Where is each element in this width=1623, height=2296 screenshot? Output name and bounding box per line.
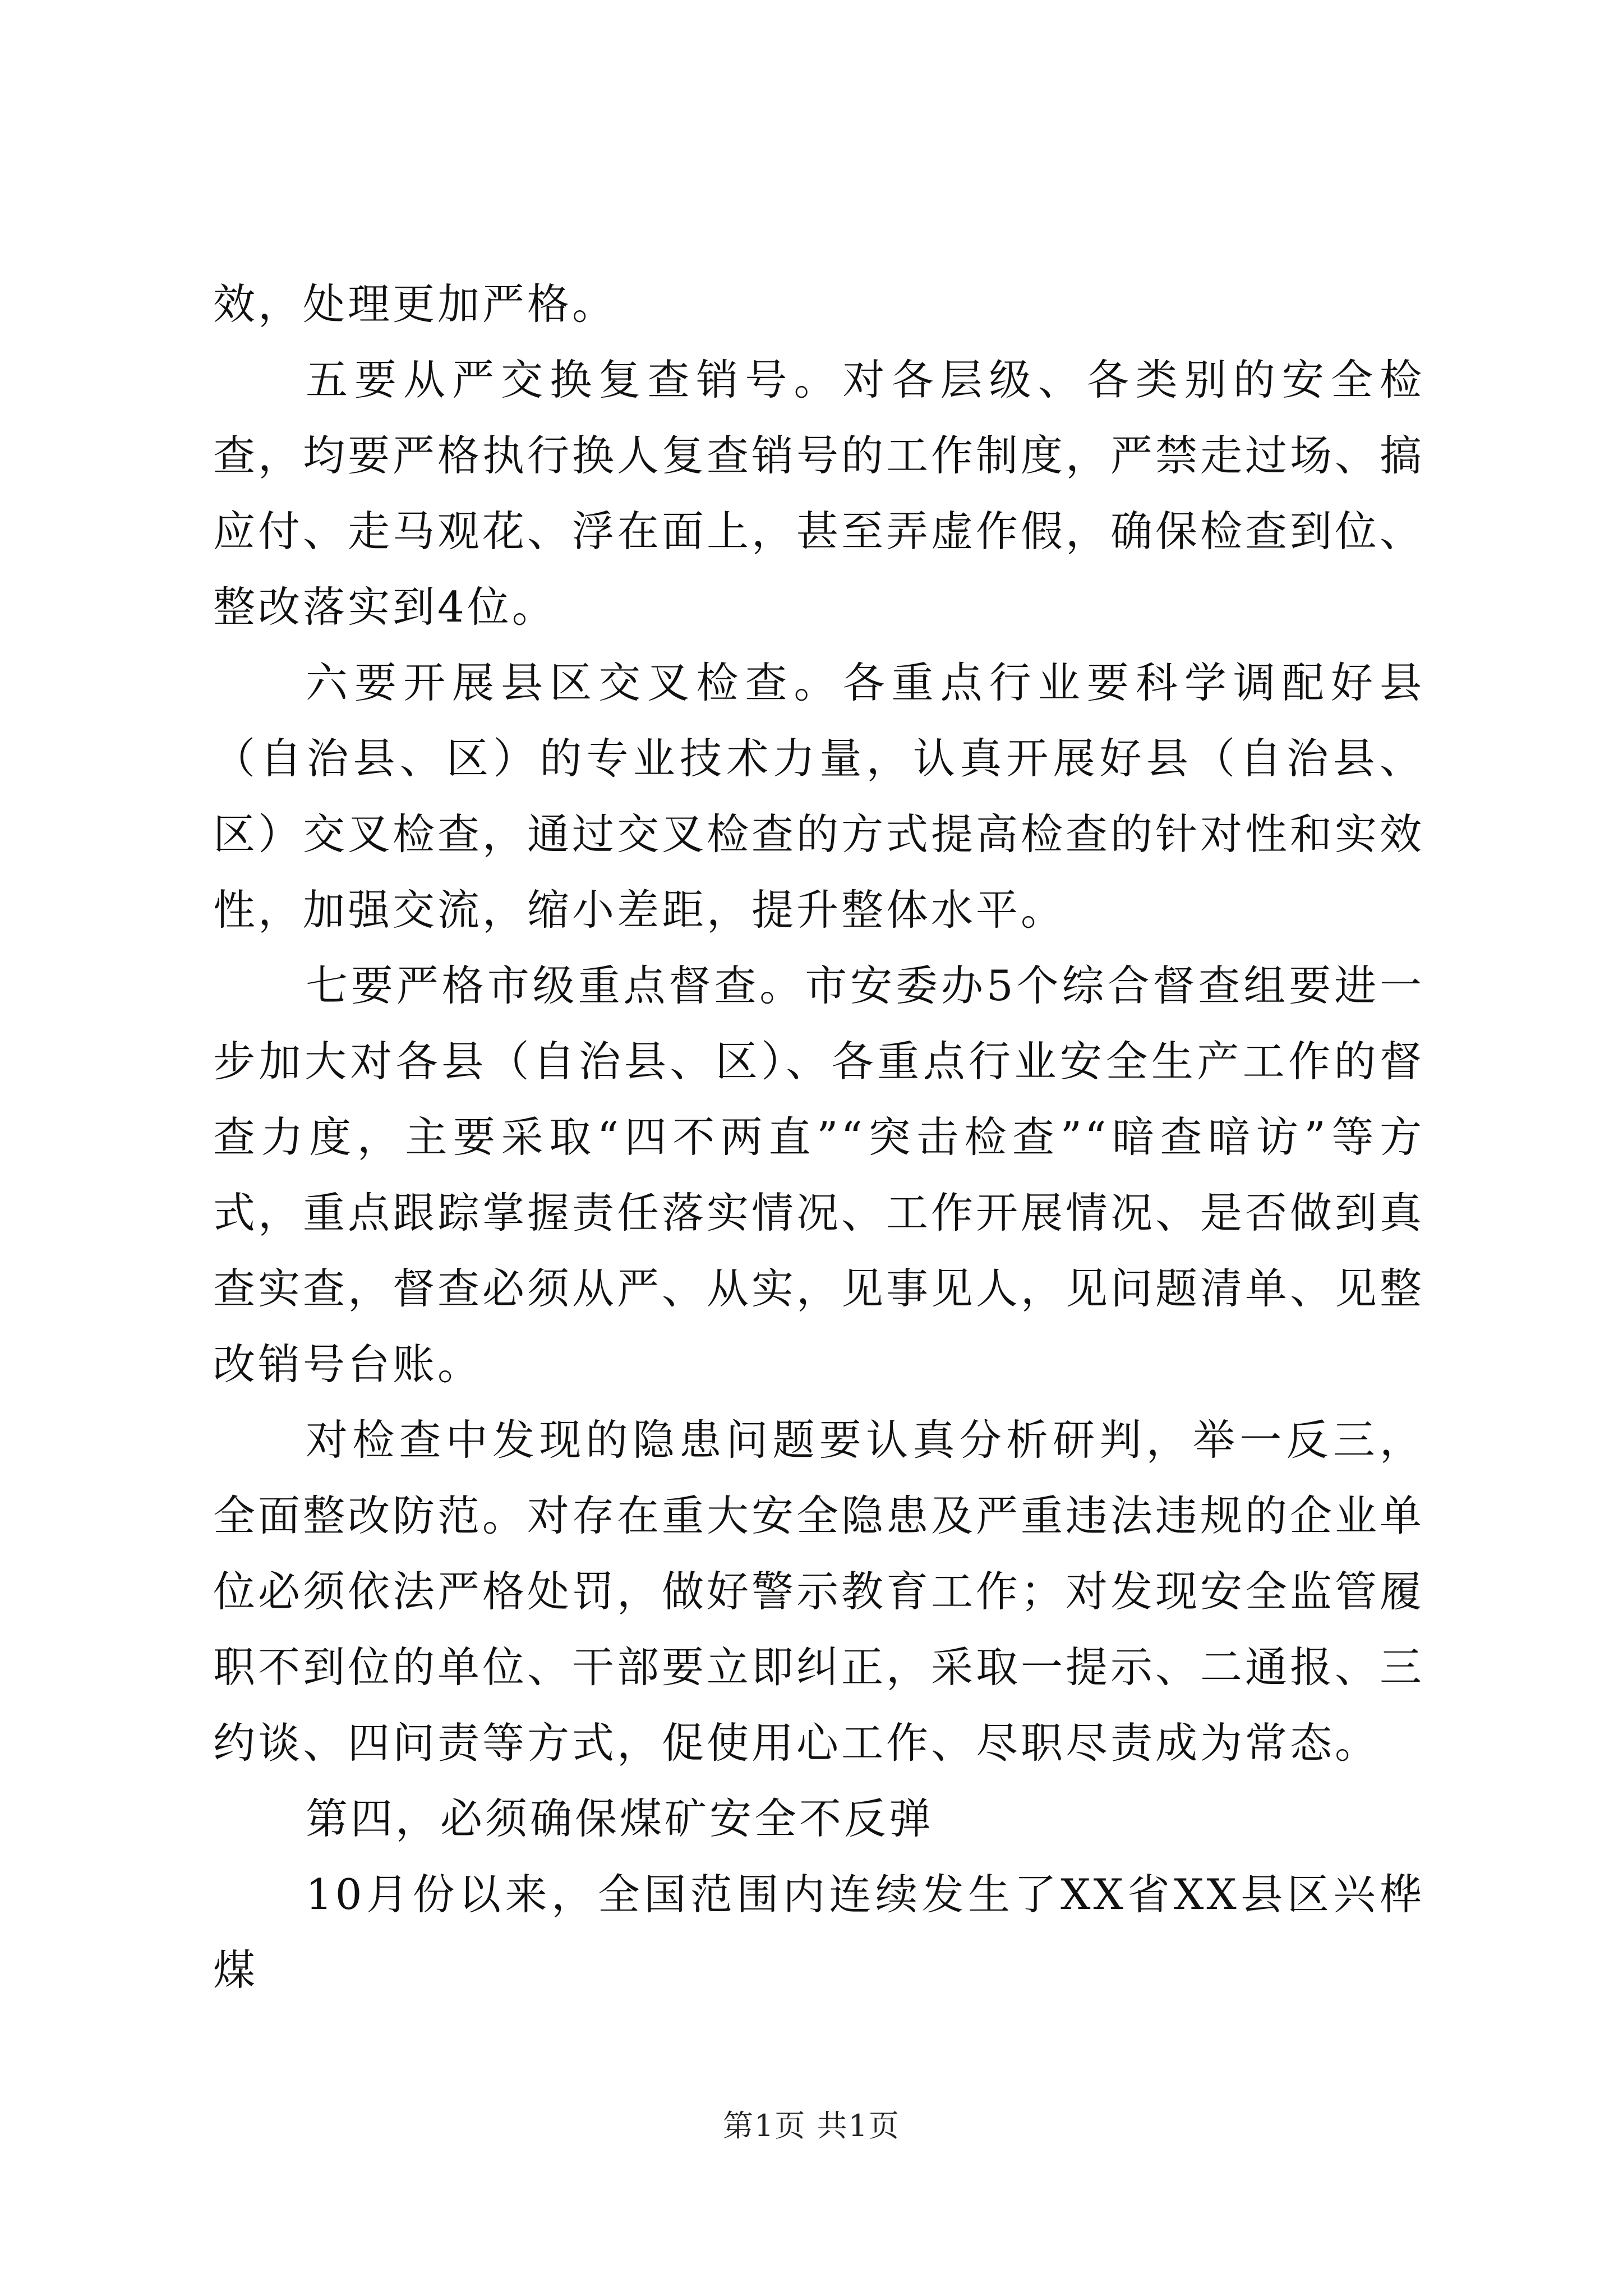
section-heading-fourth: 第四，必须确保煤矿安全不反弹 (306, 1794, 934, 1843)
document-body (213, 266, 1424, 2008)
paragraph-item-seven: 七要严格市级重点督查。市安委办5个综合督查组要进一步加大对各县（自治县、区）、各重点行业安全生产工作的督查力度，主要采取“四不两直”“突击检查”“暗查暗访”等方式，重点跟踪掌握责任落实情况、工作开展情况、是否做到真查实查，督查必须从严、从实，见事见人，见问题清单、见整改销号台账。 (213, 961, 1425, 1389)
paragraph-october: 10月份以来，全国范围内连续发生了XX省XX县区兴桦煤 (213, 1870, 1424, 1995)
paragraph-item-six: 六要开展县区交叉检查。各重点行业要科学调配好县（自治县、区）的专业技术力量，认真开展好县（自治县、区）交叉检查，通过交叉检查的方式提高检查的针对性和实效性，加强交流，缩小差距，提升整体水平。 (213, 658, 1425, 935)
page-footer: 第1页 共1页 (723, 2108, 900, 2143)
paragraph-rectification: 对检查中发现的隐患问题要认真分析研判，举一反三，全面整改防范。对存在重大安全隐患及严重违法违规的企业单位必须依法严格处罚，做好警示教育工作；对发现安全监管履职不到位的单位、干部要立即纠正，采取一提示、二通报、三约谈、四问责等方式，促使用心工作、尽职尽责成为常态。 (213, 1415, 1425, 1768)
paragraph-item-five: 五要从严交换复查销号。对各层级、各类别的安全检查，均要严格执行换人复查销号的工作制度，严禁走过场、搞应付、走马观花、浮在面上，甚至弄虚作假，确保检查到位、整改落实到4位。 (213, 355, 1425, 632)
paragraph-continuation: 效，处理更加严格。 (213, 279, 617, 329)
